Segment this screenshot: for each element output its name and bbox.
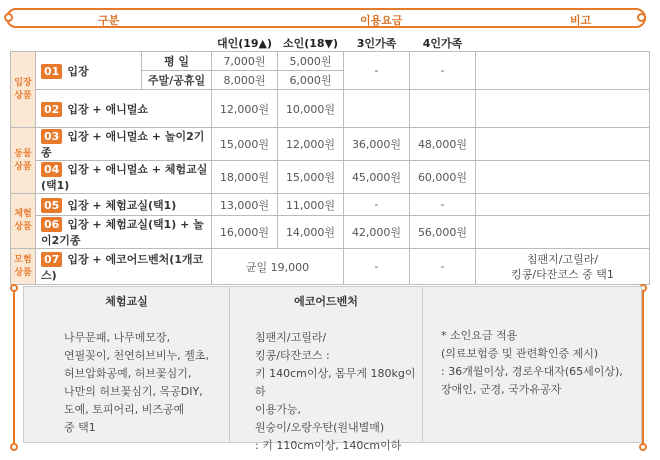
list-item: (의료보험증 및 관련확인증 제시) (441, 347, 599, 360)
panel-dot (10, 443, 18, 451)
category-eco: 모험 상품 (11, 249, 36, 285)
price-child: 10,000원 (278, 90, 344, 128)
list-item: 나무문패, 나무메모장, (64, 331, 171, 344)
list-item: : 36개월이상, 경로우대자(65세이상), (441, 365, 623, 378)
list-item: 나만의 허브꽃심기, 목공DIY, (64, 385, 203, 398)
header-right-dot (637, 13, 646, 22)
price-family4: - (410, 194, 476, 216)
list-item: 키 140cm이상, 몸무게 180kg이하 (255, 367, 416, 398)
table-row (11, 161, 650, 194)
list-item: : 키 110cm이상, 140cm이하 (255, 439, 402, 452)
note-line: 침팬지/고릴라/ (526, 252, 599, 266)
eco-title: 에코어드벤처 (294, 295, 358, 308)
price-family4: 48,000원 (410, 128, 476, 161)
price-family4: 56,000원 (410, 216, 476, 249)
list-item: 킹콩/타잔코스 : (255, 349, 330, 362)
table-row (11, 128, 650, 161)
panel-right-line (642, 290, 644, 447)
price-child: 11,000원 (278, 194, 344, 216)
price-family3: 36,000원 (344, 128, 410, 161)
weekday-label: 평 일 (142, 52, 212, 71)
product-name: 02 입장 + 애니멀쇼 (36, 90, 212, 128)
note-cell (476, 194, 650, 216)
header-category: 구분 (98, 14, 120, 27)
price-adult: 16,000원 (212, 216, 278, 249)
price-adult: 7,000원 (212, 52, 278, 71)
price-family3: - (344, 52, 410, 90)
price-adult: 13,000원 (212, 194, 278, 216)
experience-column (24, 287, 229, 442)
list-item: 장애인, 군경, 국가유공자 (441, 383, 562, 396)
col-family3: 3인가족 (344, 34, 410, 52)
table-row (11, 249, 650, 285)
panel-dot (10, 284, 18, 292)
list-item: 침팬지/고릴라/ (255, 331, 327, 344)
note-cell (476, 90, 650, 128)
col-child: 소인(18▼) (278, 34, 344, 52)
product-name: 03 입장 + 애니멀쇼 + 놀이2기종 (36, 128, 212, 161)
price-family3: - (344, 194, 410, 216)
table-row (11, 52, 650, 71)
category-experience: 체험 상품 (11, 194, 36, 249)
header-fee: 이용요금 (360, 14, 403, 27)
list-item: * 소인요금 적용 (441, 329, 518, 342)
list-item: 중 택1 (64, 421, 96, 434)
price-flat: 균일 19,000 (212, 249, 344, 285)
category-group: 동물 상품 (11, 128, 36, 194)
price-family4 (410, 90, 476, 128)
price-family4: 60,000원 (410, 161, 476, 194)
note-cell (476, 216, 650, 249)
product-name: 05 입장 + 체험교실(택1) (36, 194, 212, 216)
header-bar (6, 8, 646, 28)
col-family4: 4인가족 (410, 34, 476, 52)
note-cell (476, 52, 650, 90)
price-family4: - (410, 52, 476, 90)
price-child: 6,000원 (278, 71, 344, 90)
weekend-label: 주말/공휴일 (142, 71, 212, 90)
eco-column (230, 287, 422, 452)
header-note: 비고 (570, 14, 592, 27)
table-row (11, 90, 650, 128)
product-name: 01 입장 (36, 52, 142, 90)
product-name: 07 입장 + 에코어드벤처(1개코스) (36, 249, 212, 285)
list-item: 연필꽂이, 천연허브비누, 젤초, (64, 349, 209, 362)
price-child: 5,000원 (278, 52, 344, 71)
col-adult: 대인(19▲) (212, 34, 278, 52)
price-adult: 15,000원 (212, 128, 278, 161)
info-panel (23, 286, 642, 452)
price-adult: 8,000원 (212, 71, 278, 90)
product-name: 06 입장 + 체험교실(택1) + 놀이2기종 (36, 216, 212, 249)
price-adult: 18,000원 (212, 161, 278, 194)
price-family3: - (344, 249, 410, 285)
price-child: 15,000원 (278, 161, 344, 194)
note-cell (476, 128, 650, 161)
price-family4: - (410, 249, 476, 285)
price-child: 14,000원 (278, 216, 344, 249)
category-entry: 입장 상품 (11, 52, 36, 128)
note-cell (476, 161, 650, 194)
price-adult: 12,000원 (212, 90, 278, 128)
price-family3 (344, 90, 410, 128)
price-child: 12,000원 (278, 128, 344, 161)
panel-dot (639, 443, 647, 451)
list-item: 이용가능, (255, 403, 302, 416)
list-item: 도예, 토피어리, 비즈공예 (64, 403, 185, 416)
price-family3: 45,000원 (344, 161, 410, 194)
list-item: 원숭이/오랑우탄(원내별매) (255, 421, 385, 434)
notes-column (423, 287, 641, 442)
header-left-dot (4, 13, 13, 22)
table-row (11, 194, 650, 216)
product-name: 04 입장 + 애니멀쇼 + 체험교실(택1) (36, 161, 212, 194)
experience-title: 체험교실 (105, 295, 148, 308)
panel-left-line (13, 290, 15, 447)
price-family3: 42,000원 (344, 216, 410, 249)
note-cell (476, 249, 650, 285)
note-line: 킹콩/타잔코스 중 택1 (511, 267, 614, 281)
pricing-table (10, 34, 650, 285)
list-item: 허브압화공예, 허브꽃심기, (64, 367, 192, 380)
table-row (11, 216, 650, 249)
